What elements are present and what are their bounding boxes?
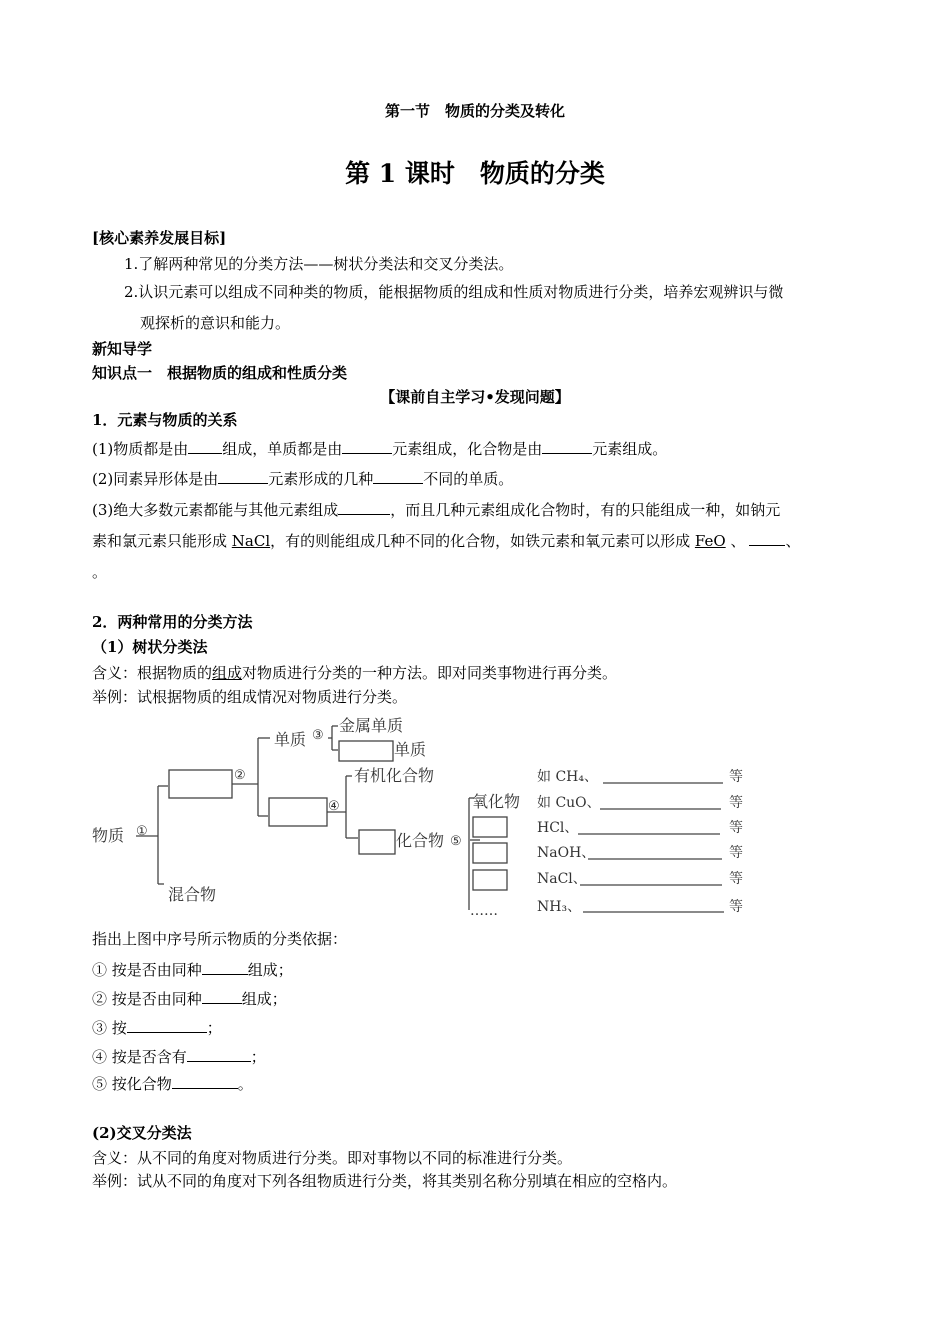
marker-5: ⑤	[450, 834, 462, 849]
node-oxide: 氧化物	[472, 792, 521, 811]
node-element-substance: 单质	[274, 730, 307, 749]
etc-2: 等	[729, 795, 743, 811]
q2-text-a: (2)同素异形体是由	[92, 470, 219, 488]
tree-meaning-a: 含义：根据物质的	[92, 664, 213, 682]
answer-box	[473, 817, 507, 837]
q1-text-c: 元素组成，化合物是由	[392, 440, 543, 458]
basis-2-end: 组成；	[241, 990, 287, 1008]
q3-text-a: (3)绝大多数元素都能与其他元素组成	[92, 501, 339, 519]
answer-box	[473, 843, 507, 863]
q3-sep-a: 、	[725, 532, 746, 550]
answer-blank[interactable]	[218, 468, 268, 484]
basis-5-text: ⑤ 按化合物	[92, 1075, 172, 1093]
marker-3: ③	[312, 728, 324, 743]
basis-3	[92, 1017, 222, 1038]
tree-method-example: 举例：试根据物质的组成情况对物质进行分类。	[92, 688, 408, 706]
example-2: 如 CuO、	[537, 795, 601, 811]
etc-3: 等	[729, 820, 743, 836]
basis-3-end: ；	[206, 1019, 222, 1037]
tree-method-meaning	[92, 663, 617, 683]
answer-blank[interactable]	[172, 1073, 238, 1089]
q3-text-d: ，有的则能组成几种不同的化合物，如铁元素和氧元素可以形成	[270, 532, 695, 550]
example-1: 如 CH₄、	[537, 769, 598, 785]
new-knowledge-heading: 新知导学	[92, 340, 153, 358]
etc-5: 等	[729, 871, 743, 887]
node-substance: 物质	[92, 826, 125, 845]
goal-item-2-cont: 观探析的意识和能力。	[140, 314, 291, 332]
node-compound: 化合物	[396, 831, 445, 850]
classification-tree-diagram	[88, 712, 753, 922]
answer-box	[359, 830, 395, 854]
node-nonmetal-suffix: 单质	[394, 740, 427, 759]
goal-item-2: 2.认识元素可以组成不同种类的物质，能根据物质的组成和性质对物质进行分类，培养宏观辨识与微	[124, 283, 784, 301]
basis-2	[92, 988, 287, 1009]
basis-3-text: ③ 按	[92, 1019, 127, 1037]
example-6: NH₃、	[537, 899, 582, 915]
section-title: 第一节 物质的分类及转化	[384, 102, 565, 120]
answer-blank[interactable]	[202, 988, 242, 1004]
goal-item-1: 1.了解两种常见的分类方法——树状分类法和交叉分类法。	[124, 255, 514, 273]
answer-box	[269, 798, 327, 826]
cross-method-example: 举例：试从不同的角度对下列各组物质进行分类，将其类别名称分别填在相应的空格内。	[92, 1172, 678, 1190]
basis-1	[92, 959, 293, 980]
etc-1: 等	[729, 769, 743, 785]
q3-sep-b: 、	[785, 532, 801, 550]
self-study-heading: 【课前自主学习•发现问题】	[380, 388, 570, 406]
etc-4: 等	[729, 845, 743, 861]
q1-text-a: (1)物质都是由	[92, 440, 189, 458]
answer-blank[interactable]	[542, 438, 592, 454]
question-3-line-2	[92, 530, 800, 551]
lesson-title: 第 1 课时 物质的分类	[345, 159, 605, 188]
answer-blank[interactable]	[127, 1017, 207, 1033]
knowledge-point-1: 知识点一 根据物质的组成和性质分类	[92, 364, 348, 382]
answer-blank[interactable]	[373, 468, 423, 484]
cross-method-heading: (2)交叉分类法	[92, 1124, 192, 1142]
goals-heading: [核心素养发展目标]	[92, 229, 227, 247]
basis-2-text: ② 按是否由同种	[92, 990, 202, 1008]
basis-4-end: ；	[250, 1048, 266, 1066]
question-3-line-1	[92, 499, 780, 520]
tree-meaning-key: 组成	[212, 664, 243, 682]
node-metal: 金属单质	[339, 716, 404, 735]
basis-1-end: 组成；	[247, 961, 293, 979]
basis-4	[92, 1046, 266, 1067]
basis-5-end: 。	[237, 1075, 253, 1093]
tree-method-heading: （1）树状分类法	[92, 638, 208, 656]
cross-method-meaning: 含义：从不同的角度对物质进行分类。即对事物以不同的标准进行分类。	[92, 1149, 573, 1167]
section-2-heading: 2．两种常用的分类方法	[92, 613, 253, 631]
example-feo: FeO	[694, 532, 726, 550]
answer-box	[169, 770, 232, 798]
node-mixture: 混合物	[168, 885, 217, 904]
answer-blank[interactable]	[342, 438, 392, 454]
etc-6: 等	[729, 899, 743, 915]
node-organic: 有机化合物	[354, 766, 435, 785]
basis-4-text: ④ 按是否含有	[92, 1048, 187, 1066]
answer-box	[339, 741, 393, 761]
question-2	[92, 468, 513, 489]
marker-4: ④	[328, 799, 340, 814]
example-5: NaCl、	[537, 871, 587, 887]
basis-5	[92, 1073, 253, 1094]
question-3-line-3: 。	[92, 563, 108, 581]
example-4: NaOH、	[537, 845, 596, 861]
example-3: HCl、	[537, 820, 579, 836]
answer-blank[interactable]	[202, 959, 248, 975]
answer-blank[interactable]	[749, 530, 785, 546]
q1-text-d: 元素组成。	[592, 440, 668, 458]
q3-text-b: ，而且几种元素组成化合物时，有的只能组成一种，如钠元	[390, 501, 781, 519]
answer-blank[interactable]	[188, 438, 222, 454]
q2-text-c: 不同的单质。	[423, 470, 514, 488]
answer-blank[interactable]	[187, 1046, 251, 1062]
example-nacl: NaCl	[231, 532, 271, 550]
q2-text-b: 元素形成的几种	[268, 470, 374, 488]
marker-2: ②	[234, 768, 246, 783]
answer-box	[473, 870, 507, 890]
answer-blank[interactable]	[338, 499, 390, 515]
question-1	[92, 438, 667, 459]
section-1-heading: 1．元素与物质的关系	[92, 411, 238, 429]
q1-text-b: 组成，单质都是由	[222, 440, 343, 458]
node-ellipsis: ……	[470, 903, 498, 919]
q3-text-c: 素和氯元素只能形成	[92, 532, 232, 550]
tree-meaning-b: 对物质进行分类的一种方法。即对同类事物进行再分类。	[242, 664, 618, 682]
basis-1-text: ① 按是否由同种	[92, 961, 202, 979]
marker-1: ①	[136, 824, 148, 839]
basis-intro: 指出上图中序号所示物质的分类依据：	[92, 930, 348, 948]
